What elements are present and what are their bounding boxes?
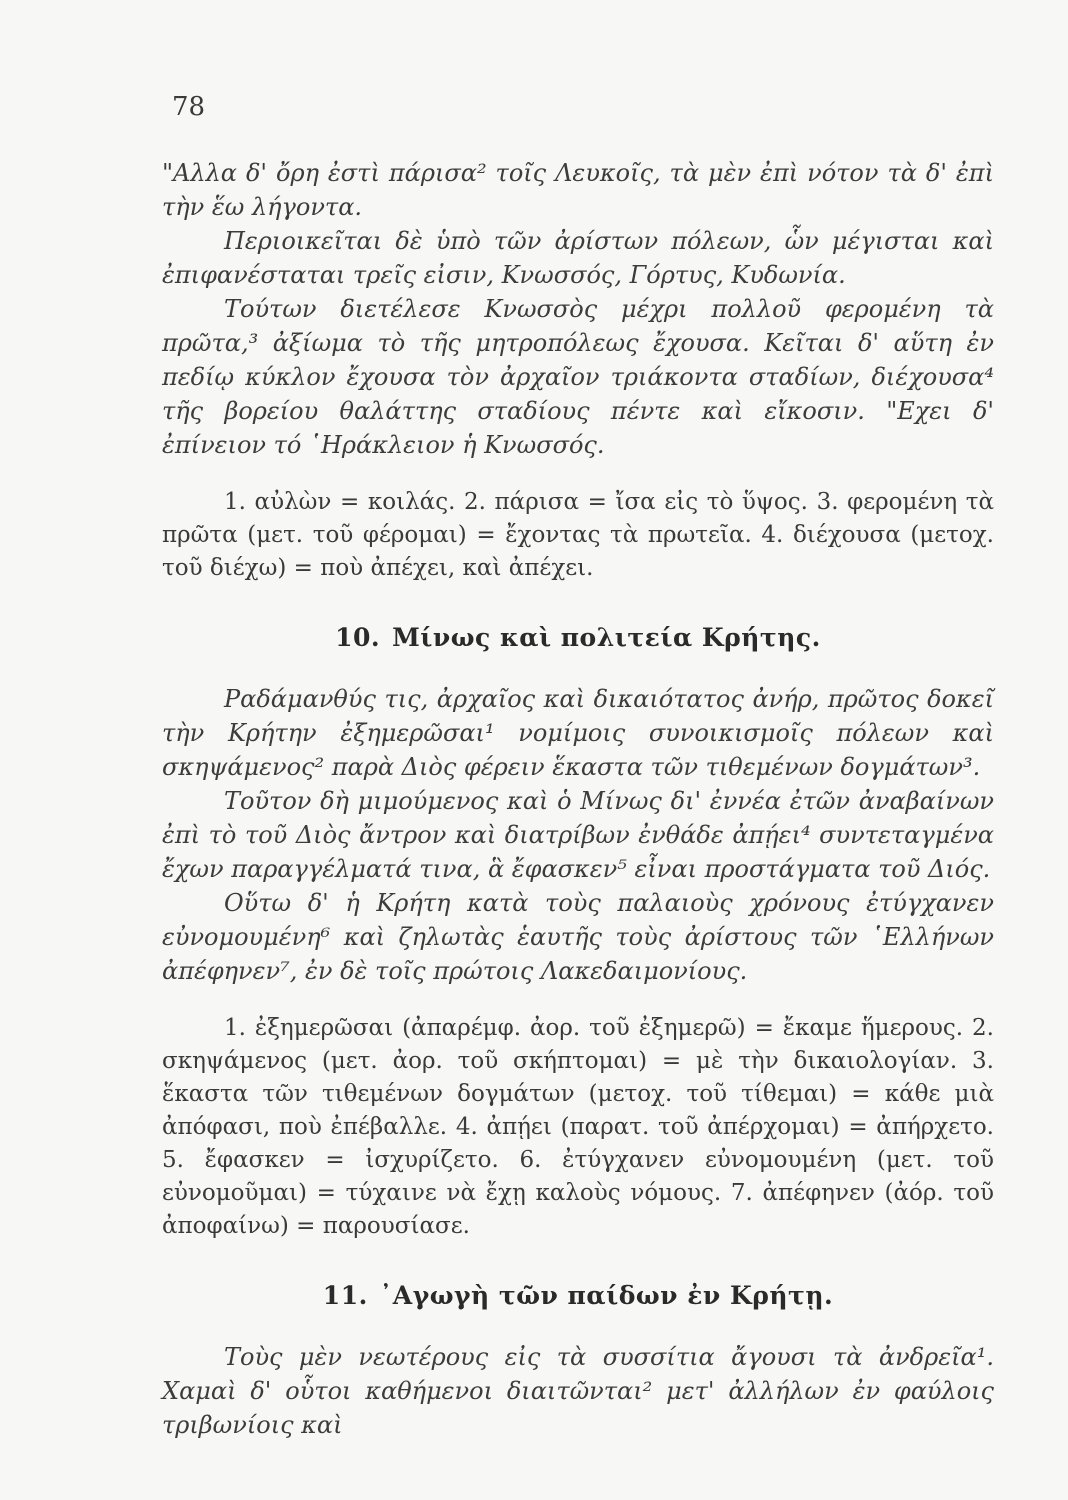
section-heading-11 (162, 1281, 994, 1310)
section-number-11: 11. (322, 1281, 368, 1310)
paragraph-10-2: Τοῦτον δὴ μιμούμενος καὶ ὁ Μίνως δι' ἐννέα ἐτῶν ἀναβαίνων ἐπὶ τὸ τοῦ Διὸς ἄντρον καὶ διατρίβων ἐνθάδε ἀπῄει⁴ συντεταγμένα ἔχων παραγγέλματά τινα, ἃ ἔφασκεν⁵ εἶναι προστάγματα τοῦ Διός. (162, 787, 994, 883)
paragraph-11-1: Τοὺς μὲν νεωτέρους εἰς τὰ συσσίτια ἄγουσι τὰ ἀνδρεῖα¹. Χαμαὶ δ' οὗτοι καθήμενοι διαιτῶνται² μετ' ἀλλήλων ἐν φαύλοις τριβωνίοις καὶ (162, 1343, 994, 1439)
section-title-10: Μίνως καὶ πολιτεία Κρήτης. (392, 623, 821, 652)
paragraph-intro-1: "Αλλα δ' ὄρη ἐστὶ πάρισα² τοῖς Λευκοῖς, τὰ μὲν ἐπὶ νότον τὰ δ' ἐπὶ τὴν ἕω λήγοντα. (162, 159, 994, 221)
footnotes-intro: 1. αὐλὼν = κοιλάς. 2. πάρισα = ἴσα εἰς τὸ ὕψος. 3. φερομένη τὰ πρῶτα (μετ. τοῦ φέρομαι) = ἔχοντας τὰ πρωτεῖα. 4. διέχουσα (μετοχ. τοῦ διέχω) = ποὺ ἀπέχει, καὶ ἀπέχει. (162, 489, 994, 581)
paragraph-10-1: Ραδάμανθύς τις, ἀρχαῖος καὶ δικαιότατος ἀνήρ, πρῶτος δοκεῖ τὴν Κρήτην ἐξημερῶσαι¹ νομίμοις συνοικισμοῖς πόλεων καὶ σκηψάμενος² παρὰ Διὸς φέρειν ἕκαστα τῶν τιθεμένων δογμάτων³. (162, 685, 994, 781)
text-column (162, 156, 994, 1442)
footnotes-10: 1. ἐξημερῶσαι (ἀπαρέμφ. ἀορ. τοῦ ἐξημερῶ) = ἔκαμε ἥμερους. 2. σκηψάμενος (μετ. ἀορ. τοῦ σκήπτομαι) = μὲ τὴν δικαιολογίαν. 3. ἕκαστα τῶν τιθεμένων δογμάτων (μετοχ. τοῦ τίθεμαι) = κάθε μιὰ ἀπόφασι, ποὺ ἐπέβαλλε. 4. ἀπῄει (παρατ. τοῦ ἀπέρχομαι) = ἀπήρχετο. 5. ἔφασκεν = ἰσχυρίζετο. 6. ἐτύγχανεν εὐνομουμένη (μετ. τοῦ εὐνομοῦμαι) = τύχαινε νὰ ἔχῃ καλοὺς νόμους. 7. ἀπέφηνεν (ἀόρ. τοῦ ἀποφαίνω) = παρουσίασε. (162, 1015, 994, 1239)
section-heading-10 (162, 623, 994, 652)
page-number: 78 (172, 92, 206, 122)
section-number-10: 10. (335, 623, 381, 652)
paragraph-intro-2: Περιοικεῖται δὲ ὑπὸ τῶν ἀρίστων πόλεων, ὧν μέγισται καὶ ἐπιφανέσταται τρεῖς εἰσιν, Κνωσσός, Γόρτυς, Κυδωνία. (162, 227, 994, 289)
paragraph-intro-3: Τούτων διετέλεσε Κνωσσὸς μέχρι πολλοῦ φερομένη τὰ πρῶτα,³ ἀξίωμα τὸ τῆς μητροπόλεως ἔχουσα. Κεῖται δ' αὕτη ἐν πεδίῳ κύκλον ἔχουσα τὸν ἀρχαῖον τριάκοντα σταδίων, διέχουσα⁴ τῆς βορείου θαλάττης σταδίους πέντε καὶ εἴκοσιν. "Εχει δ' ἐπίνειον τό ῾Ηράκλειον ἡ Κνωσσός. (162, 295, 994, 459)
paragraph-10-3: Οὕτω δ' ἡ Κρήτη κατὰ τοὺς παλαιοὺς χρόνους ἐτύγχανεν εὐνομουμένη⁶ καὶ ζηλωτὰς ἑαυτῆς τοὺς ἀρίστους τῶν ῾Ελλήνων ἀπέφηνεν⁷, ἐν δὲ τοῖς πρώτοις Λακεδαιμονίους. (162, 889, 994, 985)
section-title-11: ᾿Αγωγὴ τῶν παίδων ἐν Κρήτῃ. (379, 1281, 834, 1310)
